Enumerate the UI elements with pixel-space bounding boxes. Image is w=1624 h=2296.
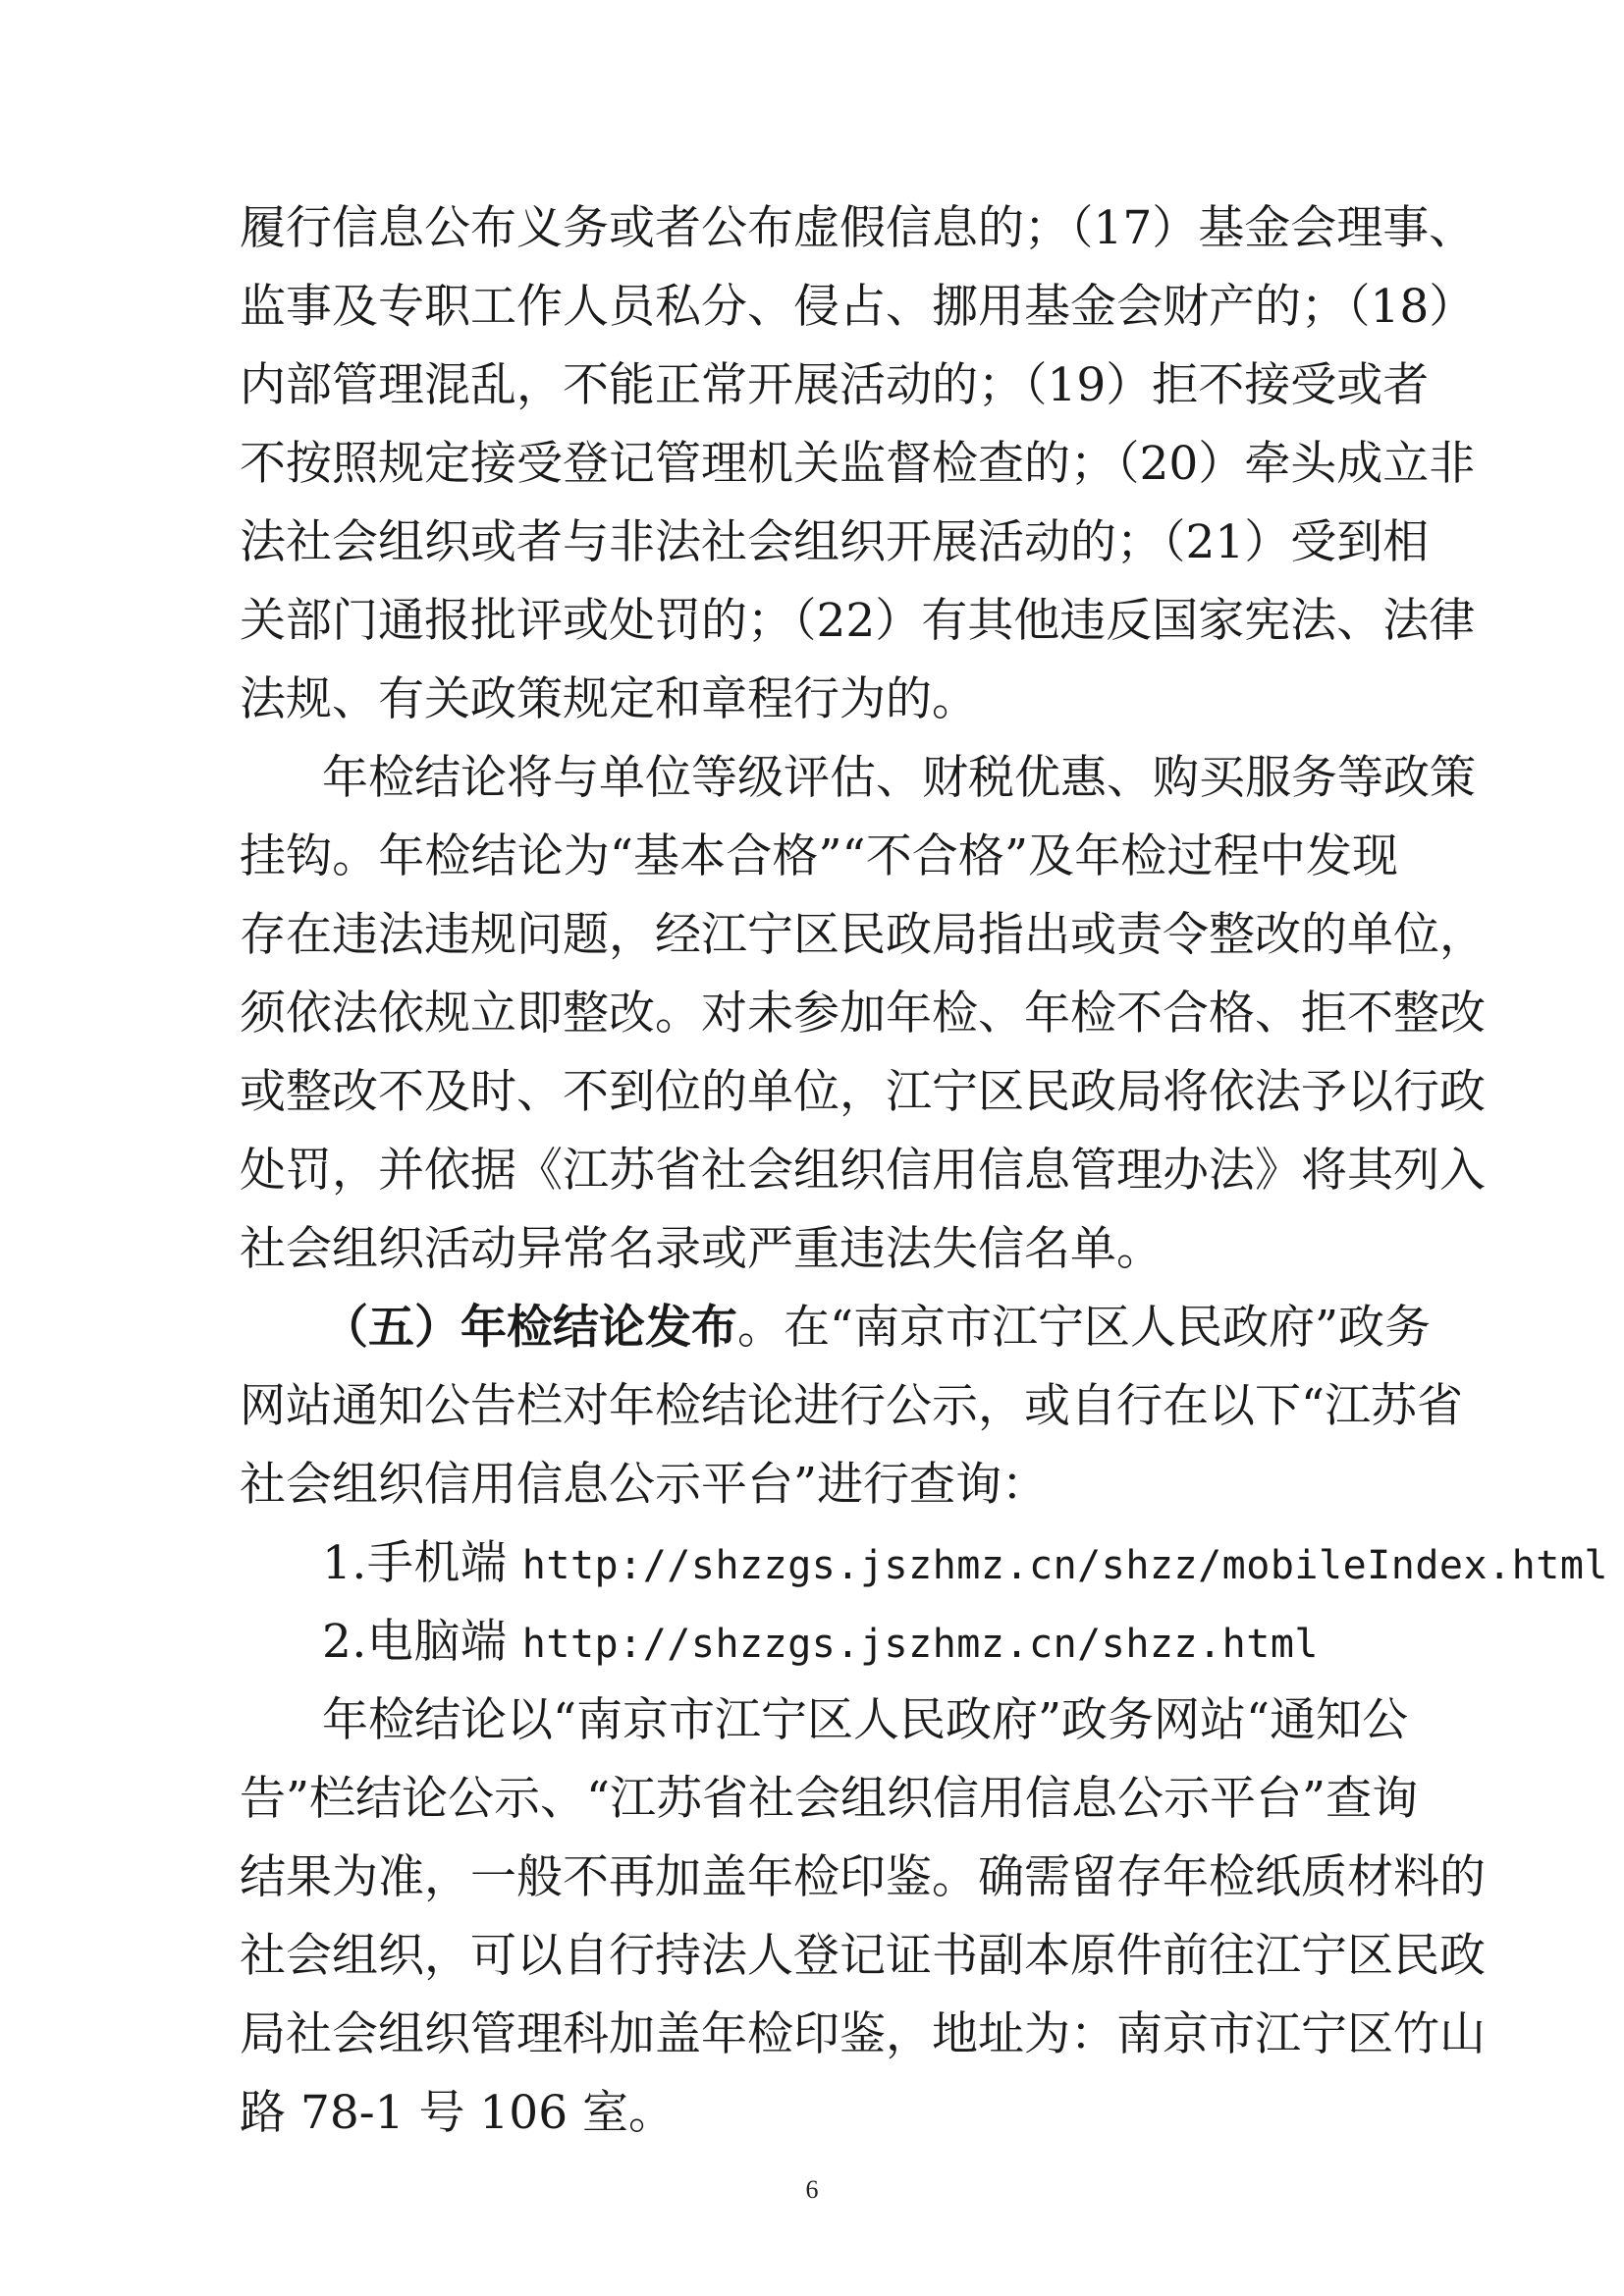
text-line: 社会组织活动异常名录或严重违法失信名单。 (240, 1222, 1163, 1276)
mobile-link-line (322, 1524, 1608, 1603)
pc-link-line (322, 1603, 1398, 1682)
text-line: 存在违法违规问题，经江宁区民政局指出或责令整改的单位， (240, 908, 1486, 962)
text-line: 内部管理混乱，不能正常开展活动的；（19）拒不接受或者 (240, 358, 1430, 412)
text-line: 年检结论以“南京市江宁区人民政府”政务网站“通知公 (322, 1693, 1409, 1747)
text-line: 挂钩。年检结论为“基本合格”“不合格”及年检过程中发现 (240, 829, 1398, 883)
mobile-label: 1.手机端 (322, 1536, 508, 1590)
text-line: 路 78-1 号 106 室。 (240, 2086, 676, 2140)
text-line: 告”栏结论公示、“江苏省社会组织信用信息公示平台”查询 (240, 1772, 1419, 1826)
text-line: 须依法依规立即整改。对未参加年检、年检不合格、拒不整改 (240, 987, 1486, 1041)
pc-url-link[interactable]: http://shzzgs.jszhmz.cn/shzz.html (521, 1622, 1320, 1667)
text-line: 社会组织信用信息公示平台”进行查询： (240, 1458, 1049, 1512)
text-line: 法规、有关政策规定和章程行为的。 (240, 672, 978, 726)
text-line: 监事及专职工作人员私分、侵占、挪用基金会财产的；（18） (240, 280, 1476, 334)
mobile-url-link[interactable]: http://shzzgs.jszhmz.cn/shzz/mobileIndex.html (521, 1543, 1608, 1588)
text-line: 处罚，并依据《江苏省社会组织信用信息管理办法》将其列入 (240, 1144, 1486, 1198)
page-number: 6 (805, 2175, 819, 2204)
text-line: 年检结论将与单位等级评估、财税优惠、购买服务等政策 (322, 751, 1476, 805)
section-heading: （五）年检结论发布 (322, 1301, 737, 1355)
text-line: 关部门通报批评或处罚的；（22）有其他违反国家宪法、法律 (240, 594, 1476, 648)
text-line: 网站通知公告栏对年检结论进行公示，或自行在以下“江苏省 (240, 1379, 1464, 1433)
text-line: 社会组织，可以自行持法人登记证书副本原件前往江宁区民政 (240, 1929, 1486, 1983)
section-heading-rest: 。在“南京市江宁区人民政府”政务 (737, 1301, 1432, 1355)
text-line: 或整改不及时、不到位的单位，江宁区民政局将依法予以行政 (240, 1065, 1486, 1119)
text-line: 局社会组织管理科加盖年检印鉴，地址为：南京市江宁区竹山 (240, 2007, 1486, 2061)
text-line: 不按照规定接受登记管理机关监督检查的；（20）牵头成立非 (240, 437, 1476, 491)
section-heading-line (322, 1289, 1432, 1367)
text-line: 履行信息公布义务或者公布虚假信息的；（17）基金会理事、 (240, 201, 1476, 255)
text-line: 结果为准，一般不再加盖年检印鉴。确需留存年检纸质材料的 (240, 1850, 1486, 1904)
text-line: 法社会组织或者与非法社会组织开展活动的；（21）受到相 (240, 515, 1430, 569)
pc-label: 2.电脑端 (322, 1615, 508, 1669)
